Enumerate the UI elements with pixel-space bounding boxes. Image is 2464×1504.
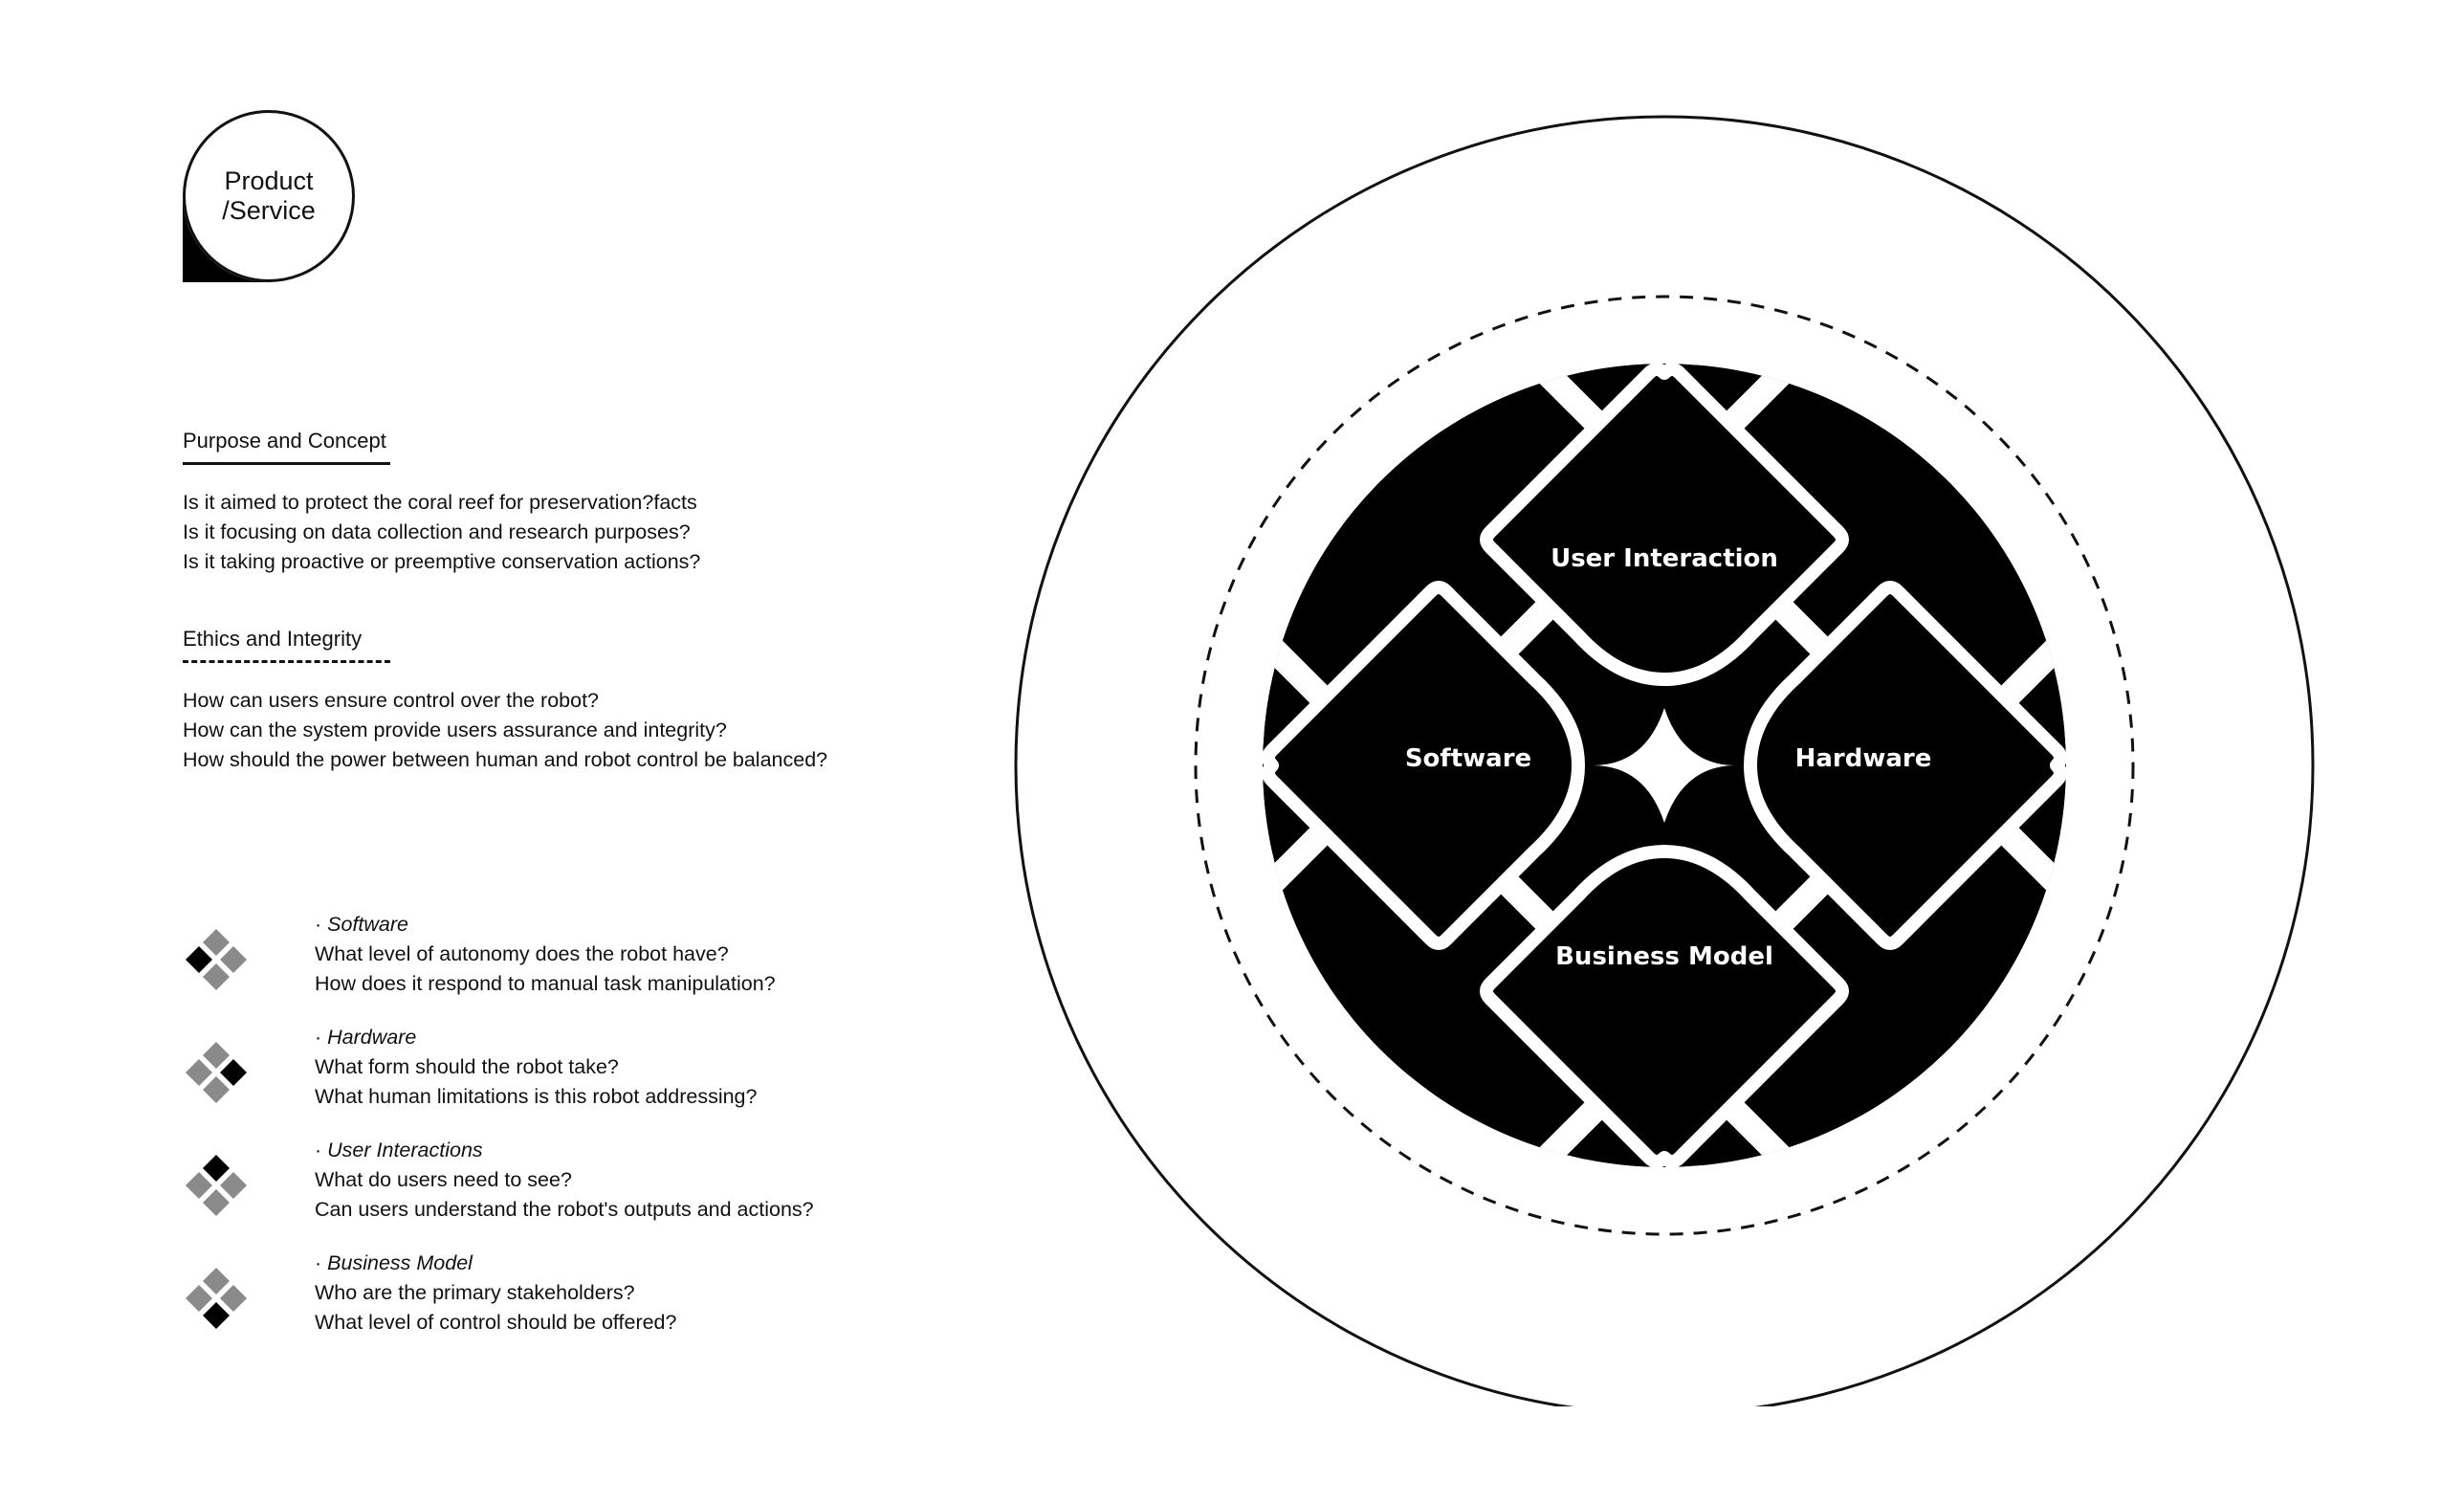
purpose-heading: Purpose and Concept — [183, 429, 386, 453]
legend-title — [315, 910, 776, 940]
diamond-cluster-right-icon — [183, 1039, 250, 1106]
diagram-label-bottom: Business Model — [1555, 942, 1773, 971]
legend-title-text: Business Model — [327, 1251, 473, 1274]
ethics-question: How can users ensure control over the robot? — [183, 689, 600, 712]
diagram-graphic — [1014, 105, 2315, 1406]
diamond-cluster-bottom-icon — [183, 1265, 250, 1332]
badge-label — [183, 110, 355, 282]
legend-title-text: Hardware — [327, 1026, 417, 1049]
badge-line-1: Product — [224, 166, 314, 195]
legend-question: Who are the primary stakeholders? — [315, 1281, 635, 1304]
ethics-heading: Ethics and Integrity — [183, 627, 363, 651]
legend-bullet: · — [315, 913, 322, 936]
ethics-section — [183, 627, 827, 775]
legend-question: How does it respond to manual task manipulation? — [315, 972, 776, 995]
legend-question: What form should the robot take? — [315, 1055, 619, 1078]
legend-question: What human limitations is this robot addressing? — [315, 1085, 758, 1108]
diagram-label-left: Software — [1404, 744, 1532, 773]
core-disc — [1014, 105, 2315, 1406]
purpose-question: Is it taking proactive or preemptive conservation actions? — [183, 550, 701, 573]
purpose-question: Is it aimed to protect the coral reef for preservation?facts — [183, 491, 697, 514]
legend-bullet: · — [315, 1026, 322, 1049]
legend-question: Can users understand the robot's outputs and actions? — [315, 1198, 814, 1221]
legend-text — [315, 1249, 676, 1338]
diamond-cluster-top-icon — [183, 1152, 250, 1219]
purpose-section — [183, 429, 700, 577]
badge-line-2: /Service — [222, 196, 316, 225]
legend-question: What level of control should be offered? — [315, 1311, 677, 1334]
legend-text — [315, 910, 776, 999]
legend-bullet: · — [315, 1251, 322, 1274]
product-diagram — [1014, 105, 2315, 1406]
legend-text — [315, 1023, 757, 1112]
legend-bullet: · — [315, 1139, 322, 1161]
diagram-label-right: Hardware — [1794, 744, 1932, 773]
ethics-question: How can the system provide users assurance and integrity? — [183, 719, 727, 741]
legend-title — [315, 1136, 814, 1165]
purpose-question-list — [183, 488, 700, 577]
legend-text — [315, 1136, 814, 1225]
legend-title-text: User Interactions — [327, 1139, 483, 1161]
diamond-cluster-left-icon — [183, 926, 250, 993]
legend-question: What do users need to see? — [315, 1168, 572, 1191]
ethics-question: How should the power between human and robot control be balanced? — [183, 748, 828, 771]
legend-title-text: Software — [327, 913, 409, 936]
legend-title — [315, 1023, 757, 1052]
purpose-question: Is it focusing on data collection and research purposes? — [183, 520, 691, 543]
legend-title — [315, 1249, 676, 1278]
purpose-underline — [183, 462, 390, 465]
product-service-badge — [183, 110, 355, 282]
ethics-underline — [183, 660, 390, 663]
ethics-question-list — [183, 686, 827, 775]
diagram-label-top: User Interaction — [1551, 544, 1778, 573]
legend-question: What level of autonomy does the robot have? — [315, 942, 729, 965]
